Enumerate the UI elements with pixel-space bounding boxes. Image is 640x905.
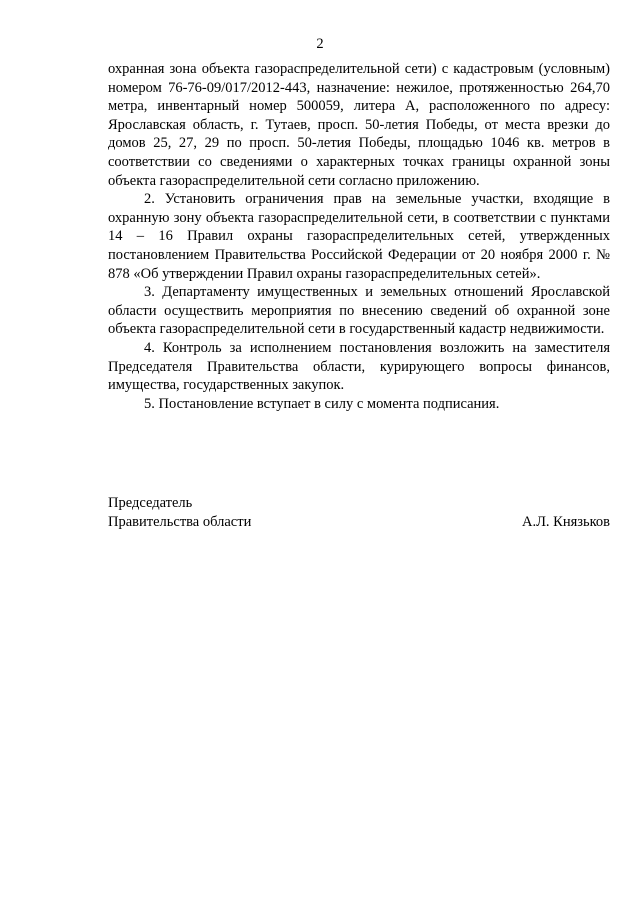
paragraph-item-3: 3. Департаменту имущественных и земельных отношений Ярославской области осуществить мероприятия по внесению сведений об охранной зоне объекта газораспределительной сети в государственный кадастр недвижимости. xyxy=(108,284,610,338)
signatory-title-line2: Правительства области xyxy=(108,513,252,530)
paragraph-continuation: охранная зона объекта газораспределительной сети) с кадастровым (условным) номером 76-76-09/017/2012-443, назначение: нежилое, протяженностью 264,70 метра, инвентарный номер 500059, литера А, расположенного по адресу: Ярославская область, г. Тутаев, просп. 50-летия Победы, от места врезки до домов 25, 27, 29 по просп. 50-летия Победы, площадью 1046 кв. метров в соответствии со сведениями о характерных точках границы охранной зоны объекта газораспределительной сети согласно приложению. xyxy=(108,61,610,189)
paragraph-item-4: 4. Контроль за исполнением постановления возложить на заместителя Председателя Правительства области, курирующего вопросы финансов, имущества, государственных закупок. xyxy=(108,339,610,394)
paragraph-item-5: 5. Постановление вступает в силу с момента подписания. xyxy=(144,395,500,412)
page-number: 2 xyxy=(316,36,324,52)
signatory-name: А.Л. Князьков xyxy=(521,513,610,530)
paragraph-item-2: 2. Установить ограничения прав на земельные участки, входящие в охранную зону объекта газораспределительной сети, в соответствии с пунктами 14 – 16 Правил охраны газораспределительных сетей, утвержденных постановлением Правительства Российской Федерации от 20 ноября 2000 г. № 878 «Об утверждении Правил охраны газораспределительных сетей». xyxy=(108,191,610,282)
signatory-title-line1: Председатель xyxy=(108,495,193,511)
signature-block xyxy=(108,494,610,531)
document-body xyxy=(108,60,610,413)
signature-line xyxy=(108,513,610,532)
